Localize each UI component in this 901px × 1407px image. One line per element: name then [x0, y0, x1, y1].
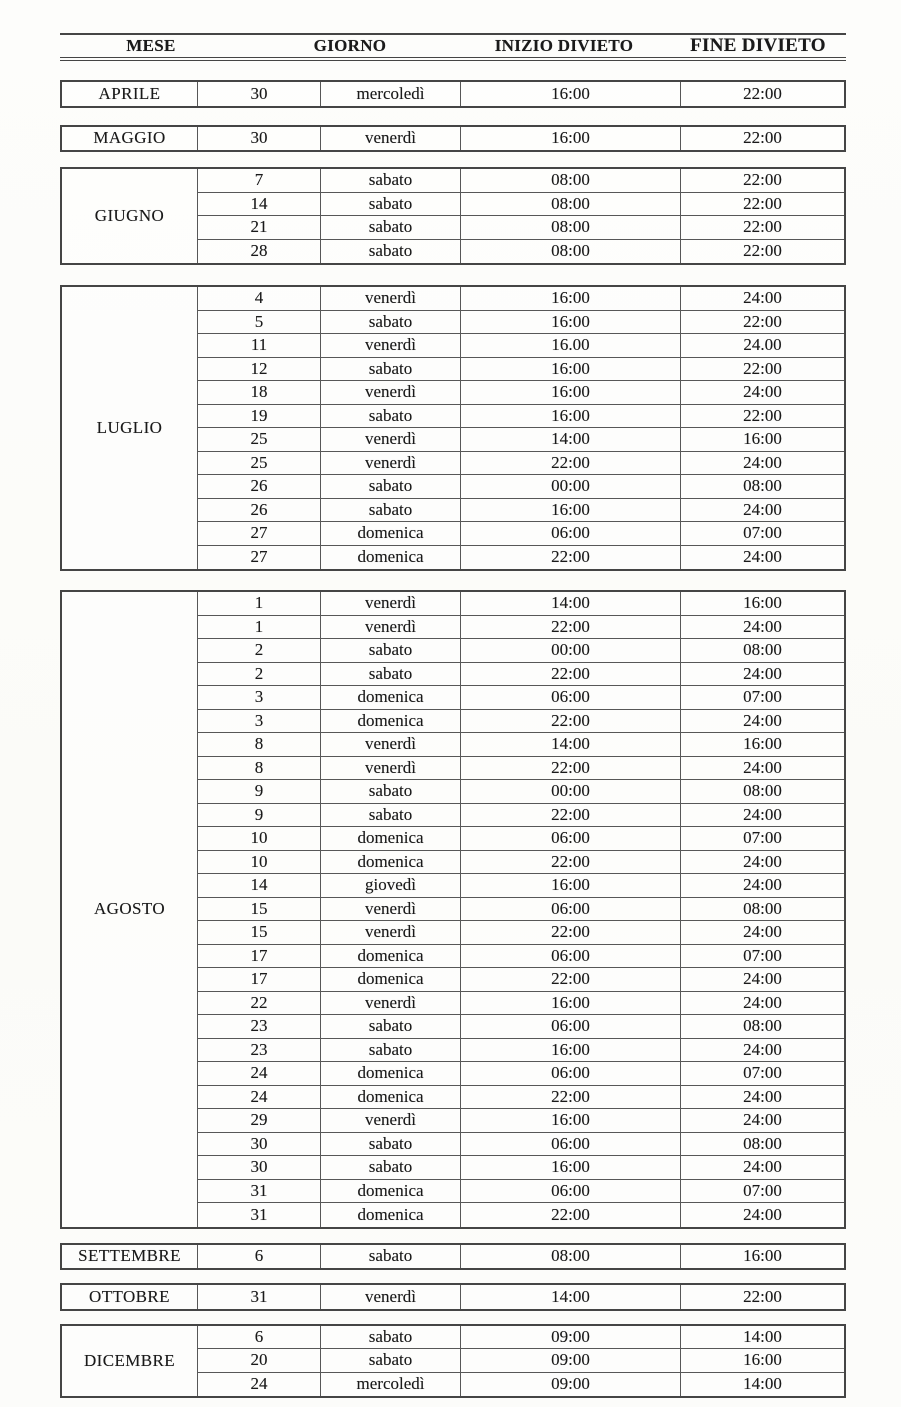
cell-giorno-settimana: sabato	[320, 1039, 460, 1062]
cell-inizio-divieto: 22:00	[460, 757, 680, 780]
cell-giorno-numero: 12	[250, 358, 268, 378]
month-block-ottobre	[60, 1283, 846, 1311]
table-row	[198, 1326, 844, 1350]
cell-giorno-settimana: domenica	[320, 686, 460, 709]
cell-giorno-settimana: venerdì	[320, 757, 460, 780]
cell-fine-divieto: 07:00	[680, 1180, 844, 1203]
cell-inizio-divieto: 08:00	[460, 1245, 680, 1269]
scanned-table-page	[60, 33, 846, 1398]
cell-fine-divieto: 24:00	[680, 992, 844, 1015]
cell-inizio-divieto: 08:00	[460, 216, 680, 239]
table-row	[198, 358, 844, 382]
cell-giorno-numero: 23	[250, 1039, 268, 1059]
cell-giorno-numero: 29	[250, 1110, 268, 1130]
cell-giorno-settimana: sabato	[320, 780, 460, 803]
cell-giorno-settimana: sabato	[320, 1156, 460, 1179]
cell-giorno-numero: 8	[254, 757, 264, 777]
cell-fine-divieto: 14:00	[680, 1326, 844, 1349]
cell-inizio-divieto: 16:00	[460, 127, 680, 151]
table-row	[198, 169, 844, 193]
month-block-dicembre	[60, 1324, 846, 1399]
cell-inizio-divieto: 06:00	[460, 945, 680, 968]
cell-fine-divieto: 24:00	[680, 921, 844, 944]
cell-inizio-divieto: 06:00	[460, 522, 680, 545]
cell-fine-divieto: 24:00	[680, 546, 844, 570]
cell-fine-divieto: 08:00	[680, 1133, 844, 1156]
cell-inizio-divieto: 16:00	[460, 405, 680, 428]
cell-giorno-settimana: sabato	[320, 663, 460, 686]
cell-fine-divieto: 22:00	[680, 311, 844, 334]
cell-fine-divieto: 24:00	[680, 1109, 844, 1132]
cell-giorno-numero: 8	[254, 734, 264, 754]
cell-fine-divieto: 24:00	[680, 1156, 844, 1179]
cell-fine-divieto: 24:00	[680, 499, 844, 522]
cell-inizio-divieto: 14:00	[460, 428, 680, 451]
cell-inizio-divieto: 22:00	[460, 968, 680, 991]
table-row	[198, 216, 844, 240]
cell-fine-divieto: 24:00	[680, 1203, 844, 1227]
cell-inizio-divieto: 00:00	[460, 639, 680, 662]
cell-giorno-numero: 26	[250, 476, 268, 496]
cell-inizio-divieto: 06:00	[460, 1062, 680, 1085]
cell-inizio-divieto: 16:00	[460, 874, 680, 897]
cell-inizio-divieto: 22:00	[460, 1086, 680, 1109]
cell-giorno-settimana: sabato	[320, 1349, 460, 1372]
cell-giorno-numero: 23	[250, 1016, 268, 1036]
cell-fine-divieto: 22:00	[680, 127, 844, 151]
cell-inizio-divieto: 16:00	[460, 992, 680, 1015]
table-row	[198, 1086, 844, 1110]
cell-giorno-numero: 14	[250, 875, 268, 895]
cell-fine-divieto: 24:00	[680, 968, 844, 991]
cell-inizio-divieto: 22:00	[460, 921, 680, 944]
cell-giorno-numero: 24	[250, 1374, 268, 1394]
cell-giorno-settimana: domenica	[320, 851, 460, 874]
column-header-inizio-divieto: INIZIO DIVIETO	[494, 36, 634, 55]
month-label: APRILE	[62, 82, 198, 106]
cell-inizio-divieto: 22:00	[460, 616, 680, 639]
cell-fine-divieto: 24:00	[680, 804, 844, 827]
table-row	[198, 1245, 844, 1269]
table-row	[198, 82, 844, 106]
table-row	[198, 287, 844, 311]
cell-inizio-divieto: 09:00	[460, 1326, 680, 1349]
cell-giorno-numero: 20	[250, 1350, 268, 1370]
cell-fine-divieto: 22:00	[680, 405, 844, 428]
cell-inizio-divieto: 09:00	[460, 1349, 680, 1372]
cell-giorno-settimana: sabato	[320, 1133, 460, 1156]
cell-giorno-settimana: sabato	[320, 169, 460, 192]
table-row	[198, 1349, 844, 1373]
month-block-luglio	[60, 285, 846, 571]
cell-fine-divieto: 08:00	[680, 1015, 844, 1038]
table-row	[198, 686, 844, 710]
table-row	[198, 452, 844, 476]
cell-giorno-settimana: sabato	[320, 240, 460, 264]
cell-giorno-settimana: domenica	[320, 968, 460, 991]
cell-giorno-numero: 14	[250, 193, 268, 213]
cell-giorno-numero: 19	[250, 405, 268, 425]
cell-inizio-divieto: 16:00	[460, 311, 680, 334]
cell-inizio-divieto: 06:00	[460, 827, 680, 850]
cell-giorno-numero: 31	[250, 1204, 268, 1224]
cell-giorno-numero: 2	[254, 640, 264, 660]
cell-inizio-divieto: 08:00	[460, 169, 680, 192]
cell-giorno-numero: 15	[250, 898, 268, 918]
cell-fine-divieto: 08:00	[680, 639, 844, 662]
cell-giorno-settimana: domenica	[320, 1086, 460, 1109]
month-rows	[198, 127, 844, 151]
month-label: DICEMBRE	[62, 1326, 198, 1397]
cell-giorno-numero: 21	[250, 217, 268, 237]
cell-inizio-divieto: 16.00	[460, 334, 680, 357]
table-row	[198, 663, 844, 687]
cell-fine-divieto: 08:00	[680, 475, 844, 498]
cell-fine-divieto: 22:00	[680, 1285, 844, 1309]
cell-giorno-numero: 15	[250, 922, 268, 942]
cell-fine-divieto: 24:00	[680, 1086, 844, 1109]
table-row	[198, 968, 844, 992]
month-rows	[198, 1326, 844, 1397]
cell-inizio-divieto: 16:00	[460, 381, 680, 404]
month-rows	[198, 1245, 844, 1269]
month-rows	[198, 169, 844, 263]
cell-giorno-numero: 22	[250, 992, 268, 1012]
cell-fine-divieto: 16:00	[680, 1349, 844, 1372]
month-rows	[198, 592, 844, 1227]
cell-giorno-numero: 30	[250, 1157, 268, 1177]
cell-inizio-divieto: 22:00	[460, 804, 680, 827]
cell-inizio-divieto: 16:00	[460, 1039, 680, 1062]
month-block-giugno	[60, 167, 846, 265]
cell-inizio-divieto: 09:00	[460, 1373, 680, 1397]
table-row	[198, 405, 844, 429]
cell-fine-divieto: 24.00	[680, 334, 844, 357]
table-header-row	[60, 33, 846, 61]
month-rows	[198, 82, 844, 106]
cell-inizio-divieto: 08:00	[460, 240, 680, 264]
cell-giorno-settimana: sabato	[320, 639, 460, 662]
cell-giorno-numero: 24	[250, 1086, 268, 1106]
cell-fine-divieto: 22:00	[680, 358, 844, 381]
month-blocks	[60, 80, 846, 1398]
cell-giorno-settimana: sabato	[320, 804, 460, 827]
table-row	[198, 992, 844, 1016]
cell-inizio-divieto: 08:00	[460, 193, 680, 216]
cell-inizio-divieto: 14:00	[460, 592, 680, 615]
column-header-mese: MESE	[126, 36, 176, 55]
cell-giorno-settimana: domenica	[320, 945, 460, 968]
cell-giorno-settimana: venerdì	[320, 616, 460, 639]
cell-giorno-settimana: venerdì	[320, 898, 460, 921]
cell-giorno-numero: 6	[254, 1246, 264, 1266]
table-row	[198, 874, 844, 898]
cell-inizio-divieto: 16:00	[460, 1109, 680, 1132]
cell-inizio-divieto: 00:00	[460, 780, 680, 803]
table-row	[198, 1133, 844, 1157]
table-row	[198, 475, 844, 499]
table-row	[198, 240, 844, 264]
table-row	[198, 945, 844, 969]
cell-inizio-divieto: 06:00	[460, 898, 680, 921]
cell-fine-divieto: 22:00	[680, 82, 844, 106]
cell-giorno-settimana: sabato	[320, 1326, 460, 1349]
cell-giorno-settimana: domenica	[320, 710, 460, 733]
cell-fine-divieto: 16:00	[680, 1245, 844, 1269]
cell-fine-divieto: 24:00	[680, 381, 844, 404]
cell-giorno-numero: 18	[250, 382, 268, 402]
table-row	[198, 1062, 844, 1086]
month-block-agosto	[60, 590, 846, 1229]
cell-giorno-numero: 6	[254, 1326, 264, 1346]
table-row	[198, 381, 844, 405]
cell-fine-divieto: 22:00	[680, 240, 844, 264]
cell-giorno-settimana: sabato	[320, 1245, 460, 1269]
cell-fine-divieto: 24:00	[680, 874, 844, 897]
table-row	[198, 592, 844, 616]
table-row	[198, 334, 844, 358]
cell-giorno-settimana: venerdì	[320, 334, 460, 357]
cell-fine-divieto: 22:00	[680, 193, 844, 216]
table-row	[198, 1203, 844, 1227]
cell-giorno-numero: 24	[250, 1063, 268, 1083]
cell-giorno-numero: 10	[250, 851, 268, 871]
cell-fine-divieto: 16:00	[680, 733, 844, 756]
cell-giorno-settimana: venerdì	[320, 452, 460, 475]
cell-giorno-numero: 4	[254, 288, 264, 308]
cell-giorno-settimana: sabato	[320, 1015, 460, 1038]
cell-fine-divieto: 24:00	[680, 663, 844, 686]
cell-fine-divieto: 24:00	[680, 287, 844, 310]
cell-fine-divieto: 08:00	[680, 780, 844, 803]
cell-inizio-divieto: 06:00	[460, 1015, 680, 1038]
cell-giorno-numero: 9	[254, 804, 264, 824]
cell-giorno-settimana: domenica	[320, 1180, 460, 1203]
month-label: AGOSTO	[62, 592, 198, 1227]
table-row	[198, 1373, 844, 1397]
cell-giorno-numero: 9	[254, 781, 264, 801]
cell-giorno-settimana: sabato	[320, 499, 460, 522]
cell-inizio-divieto: 00:00	[460, 475, 680, 498]
cell-inizio-divieto: 14:00	[460, 1285, 680, 1309]
cell-giorno-settimana: venerdì	[320, 381, 460, 404]
cell-giorno-settimana: venerdì	[320, 1285, 460, 1309]
cell-giorno-numero: 25	[250, 452, 268, 472]
cell-fine-divieto: 24:00	[680, 757, 844, 780]
column-header-giorno: GIORNO	[313, 36, 387, 55]
cell-fine-divieto: 22:00	[680, 216, 844, 239]
cell-inizio-divieto: 22:00	[460, 710, 680, 733]
cell-giorno-numero: 17	[250, 945, 268, 965]
cell-giorno-settimana: sabato	[320, 405, 460, 428]
cell-giorno-settimana: mercoledì	[320, 82, 460, 106]
cell-inizio-divieto: 16:00	[460, 499, 680, 522]
cell-giorno-settimana: domenica	[320, 522, 460, 545]
cell-inizio-divieto: 16:00	[460, 287, 680, 310]
cell-fine-divieto: 16:00	[680, 428, 844, 451]
table-row	[198, 127, 844, 151]
cell-giorno-settimana: venerdì	[320, 127, 460, 151]
cell-giorno-numero: 25	[250, 429, 268, 449]
table-row	[198, 851, 844, 875]
cell-giorno-numero: 1	[254, 616, 264, 636]
table-row	[198, 733, 844, 757]
cell-giorno-settimana: venerdì	[320, 733, 460, 756]
cell-giorno-settimana: sabato	[320, 475, 460, 498]
cell-giorno-settimana: venerdì	[320, 1109, 460, 1132]
cell-fine-divieto: 07:00	[680, 522, 844, 545]
cell-giorno-settimana: giovedì	[320, 874, 460, 897]
cell-giorno-settimana: sabato	[320, 216, 460, 239]
cell-giorno-numero: 7	[254, 170, 264, 190]
table-row	[198, 710, 844, 734]
table-row	[198, 499, 844, 523]
cell-giorno-settimana: domenica	[320, 827, 460, 850]
table-row	[198, 1039, 844, 1063]
cell-inizio-divieto: 22:00	[460, 1203, 680, 1227]
table-row	[198, 827, 844, 851]
cell-fine-divieto: 14:00	[680, 1373, 844, 1397]
cell-inizio-divieto: 22:00	[460, 452, 680, 475]
table-row	[198, 804, 844, 828]
table-row	[198, 1285, 844, 1309]
cell-giorno-numero: 30	[250, 128, 268, 148]
table-row	[198, 898, 844, 922]
cell-inizio-divieto: 06:00	[460, 1133, 680, 1156]
cell-inizio-divieto: 16:00	[460, 82, 680, 106]
cell-fine-divieto: 24:00	[680, 851, 844, 874]
cell-inizio-divieto: 16:00	[460, 358, 680, 381]
month-label: SETTEMBRE	[62, 1245, 198, 1269]
table-row	[198, 757, 844, 781]
cell-giorno-numero: 27	[250, 523, 268, 543]
cell-giorno-settimana: venerdì	[320, 287, 460, 310]
cell-inizio-divieto: 22:00	[460, 546, 680, 570]
cell-giorno-numero: 1	[254, 593, 264, 613]
cell-giorno-numero: 17	[250, 969, 268, 989]
cell-fine-divieto: 07:00	[680, 827, 844, 850]
table-row	[198, 1109, 844, 1133]
cell-fine-divieto: 24:00	[680, 452, 844, 475]
month-label: LUGLIO	[62, 287, 198, 569]
table-row	[198, 921, 844, 945]
table-row	[198, 616, 844, 640]
cell-giorno-numero: 28	[250, 241, 268, 261]
table-row	[198, 780, 844, 804]
month-label: GIUGNO	[62, 169, 198, 263]
month-block-aprile	[60, 80, 846, 108]
cell-giorno-settimana: mercoledì	[320, 1373, 460, 1397]
table-row	[198, 1180, 844, 1204]
cell-fine-divieto: 07:00	[680, 1062, 844, 1085]
month-block-maggio	[60, 125, 846, 153]
column-header-fine-divieto: FINE DIVIETO	[690, 35, 826, 56]
cell-fine-divieto: 16:00	[680, 592, 844, 615]
cell-fine-divieto: 07:00	[680, 945, 844, 968]
month-rows	[198, 287, 844, 569]
cell-giorno-settimana: domenica	[320, 1203, 460, 1227]
cell-giorno-numero: 11	[250, 335, 268, 355]
cell-inizio-divieto: 14:00	[460, 733, 680, 756]
table-row	[198, 1015, 844, 1039]
cell-giorno-numero: 31	[250, 1286, 268, 1306]
cell-inizio-divieto: 06:00	[460, 686, 680, 709]
cell-giorno-numero: 5	[254, 311, 264, 331]
cell-giorno-numero: 10	[250, 828, 268, 848]
table-row	[198, 1156, 844, 1180]
cell-giorno-settimana: domenica	[320, 1062, 460, 1085]
cell-giorno-settimana: sabato	[320, 311, 460, 334]
month-label: MAGGIO	[62, 127, 198, 151]
cell-giorno-settimana: venerdì	[320, 428, 460, 451]
table-row	[198, 522, 844, 546]
month-label: OTTOBRE	[62, 1285, 198, 1309]
cell-giorno-settimana: venerdì	[320, 592, 460, 615]
cell-fine-divieto: 24:00	[680, 1039, 844, 1062]
cell-giorno-numero: 27	[250, 547, 268, 567]
cell-inizio-divieto: 22:00	[460, 851, 680, 874]
month-rows	[198, 1285, 844, 1309]
cell-giorno-numero: 26	[250, 499, 268, 519]
table-row	[198, 311, 844, 335]
cell-inizio-divieto: 22:00	[460, 663, 680, 686]
cell-fine-divieto: 07:00	[680, 686, 844, 709]
table-row	[198, 639, 844, 663]
cell-giorno-numero: 3	[254, 710, 264, 730]
table-row	[198, 428, 844, 452]
cell-giorno-settimana: sabato	[320, 358, 460, 381]
cell-fine-divieto: 08:00	[680, 898, 844, 921]
cell-giorno-numero: 30	[250, 1133, 268, 1153]
cell-fine-divieto: 24:00	[680, 710, 844, 733]
cell-giorno-settimana: domenica	[320, 546, 460, 570]
cell-giorno-settimana: sabato	[320, 193, 460, 216]
cell-giorno-settimana: venerdì	[320, 921, 460, 944]
cell-giorno-settimana: venerdì	[320, 992, 460, 1015]
table-row	[198, 193, 844, 217]
cell-giorno-numero: 30	[250, 83, 268, 103]
cell-inizio-divieto: 16:00	[460, 1156, 680, 1179]
cell-giorno-numero: 31	[250, 1180, 268, 1200]
cell-inizio-divieto: 06:00	[460, 1180, 680, 1203]
month-block-settembre	[60, 1243, 846, 1271]
cell-fine-divieto: 22:00	[680, 169, 844, 192]
table-row	[198, 546, 844, 570]
cell-giorno-numero: 2	[254, 663, 264, 683]
cell-fine-divieto: 24:00	[680, 616, 844, 639]
cell-giorno-numero: 3	[254, 687, 264, 707]
